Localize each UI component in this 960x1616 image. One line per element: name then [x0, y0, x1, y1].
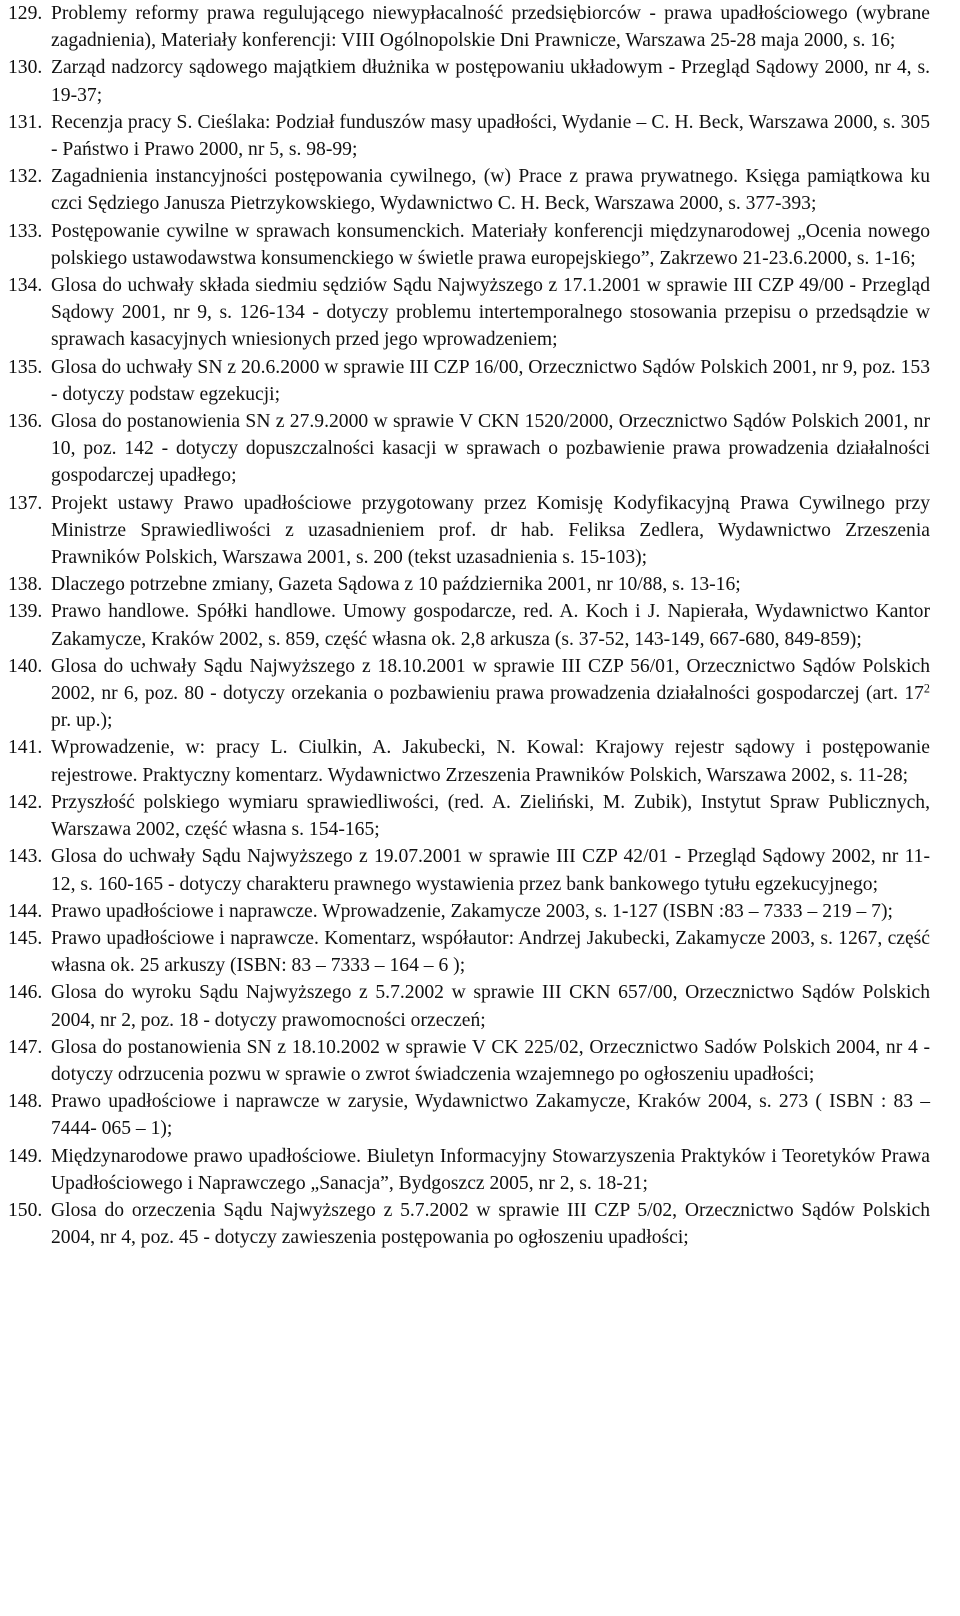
- entry-text-main: Przyszłość polskiego wymiaru sprawiedliwości, (red. A. Zieliński, M. Zubik), Instytut Spraw Publicznych, Warszawa 2002, część własna s. 154-165;: [51, 791, 930, 841]
- entry-number: 131.: [8, 111, 43, 133]
- entry-number: 149.: [8, 1145, 43, 1167]
- entry-number: 135.: [8, 356, 43, 378]
- bibliography-entry: [8, 571, 930, 598]
- entry-text-after: pr. up.);: [51, 710, 113, 732]
- entry-text: [51, 272, 930, 354]
- bibliography-entry: [8, 109, 930, 163]
- entry-text: [51, 1034, 930, 1088]
- entry-number: 133.: [8, 220, 43, 242]
- bibliography-entry: [8, 925, 930, 979]
- entry-text: [51, 218, 930, 272]
- entry-text-main: Recenzja pracy S. Cieślaka: Podział funduszów masy upadłości, Wydanie – C. H. Beck, Warszawa 2000, s. 305 - Państwo i Prawo 2000, nr 5, s. 98-99;: [51, 111, 930, 161]
- entry-text-main: Dlaczego potrzebne zmiany, Gazeta Sądowa z 10 października 2001, nr 10/88, s. 13-16;: [51, 574, 741, 596]
- bibliography-entry: [8, 272, 930, 354]
- entry-number: 137.: [8, 492, 43, 514]
- entry-text: [51, 571, 930, 598]
- entry-text-main: Glosa do postanowienia SN z 27.9.2000 w sprawie V CKN 1520/2000, Orzecznictwo Sądów Polskich 2001, nr 10, poz. 142 - dotyczy dopuszczalności kasacji w sprawach o pozbawienie prawa prowadzenia działalności gospodarczej upadłego;: [51, 411, 930, 487]
- entry-text-main: Glosa do uchwały Sądu Najwyższego z 18.10.2001 w sprawie III CZP 56/01, Orzecznictwo Sądów Polskich 2002, nr 6, poz. 80 - dotyczy orzekania o pozbawieniu prawa prowadzenia działalności gospodarczej (art. 17: [51, 655, 930, 705]
- entry-number: 150.: [8, 1199, 43, 1221]
- bibliography-entry: [8, 1088, 930, 1142]
- entry-text: [51, 1143, 930, 1197]
- entry-number: 141.: [8, 737, 43, 759]
- entry-text-main: Postępowanie cywilne w sprawach konsumenckich. Materiały konferencji międzynarodowej „Ocenia nowego polskiego ustawodawstwa konsumenckiego w świetle prawa europejskiego”, Zakrzewo 21-23.6.2000, s. 1-16;: [51, 220, 930, 269]
- entry-text: [51, 843, 930, 897]
- entry-text-main: Prawo handlowe. Spółki handlowe. Umowy gospodarcze, red. A. Koch i J. Napierała, Wydawnictwo Kantor Zakamycze, Kraków 2002, s. 859, część własna ok. 2,8 arkusza (s. 37-52, 143-149, 667-680, 849-859);: [51, 601, 930, 650]
- bibliography-entry: [8, 408, 930, 490]
- entry-text: [51, 408, 930, 490]
- entry-text: [51, 163, 930, 217]
- entry-number: 138.: [8, 574, 43, 596]
- entry-text: [51, 789, 930, 843]
- entry-text: [51, 898, 930, 925]
- entry-text-main: Zagadnienia instancyjności postępowania cywilnego, (w) Prace z prawa prywatnego. Księga pamiątkowa ku czci Sędziego Janusza Pietrzykowskiego, Wydawnictwo C. H. Beck, Warszawa 2000, s. 377-393;: [51, 166, 930, 215]
- bibliography-entry: [8, 0, 930, 54]
- bibliography-entry: [8, 898, 930, 925]
- entry-number: 136.: [8, 411, 43, 433]
- entry-number: 144.: [8, 900, 43, 922]
- entry-number: 145.: [8, 927, 43, 949]
- bibliography-entry: [8, 598, 930, 652]
- article-superscript: 2: [923, 681, 930, 696]
- entry-text: [51, 734, 930, 788]
- entry-number: 134.: [8, 275, 43, 297]
- entry-text-main: Prawo upadłościowe i naprawcze w zarysie, Wydawnictwo Zakamycze, Kraków 2004, s. 273 ( ISBN : 83 – 7444- 065 – 1);: [51, 1091, 930, 1140]
- entry-text: [51, 598, 930, 652]
- entry-text: [51, 1088, 930, 1142]
- bibliography-entry: [8, 734, 930, 788]
- entry-text-main: Glosa do uchwały SN z 20.6.2000 w sprawie III CZP 16/00, Orzecznictwo Sądów Polskich 2001, nr 9, poz. 153 - dotyczy podstaw egzekucji;: [51, 356, 930, 405]
- bibliography-entry: [8, 979, 930, 1033]
- entry-text: [51, 1197, 930, 1251]
- entry-text-main: Glosa do uchwały składa siedmiu sędziów Sądu Najwyższego z 17.1.2001 w sprawie III CZP 49/00 - Przegląd Sądowy 2001, nr 9, s. 126-134 - dotyczy problemu intertemporalnego stosowania przepisu o przedsądzie w sprawach kasacyjnych wniesionych przed jego wprowadzeniem;: [51, 275, 930, 351]
- entry-text-main: Wprowadzenie, w: pracy L. Ciulkin, A. Jakubecki, N. Kowal: Krajowy rejestr sądowy i postępowanie rejestrowe. Praktyczny komentarz. Wydawnictwo Zrzeszenia Prawników Polskich, Warszawa 2002, s. 11-28;: [51, 737, 930, 786]
- entry-text-main: Glosa do postanowienia SN z 18.10.2002 w sprawie V CK 225/02, Orzecznictwo Sadów Polskich 2004, nr 4 - dotyczy odrzucenia pozwu w sprawie o zwrot świadczenia wzajemnego po ogłoszeniu upadłości;: [51, 1036, 930, 1085]
- bibliography-entry: [8, 163, 930, 217]
- entry-text: [51, 490, 930, 572]
- entry-text: [51, 54, 930, 108]
- entry-number: 132.: [8, 166, 43, 188]
- entry-text: [51, 0, 930, 54]
- entry-text: [51, 979, 930, 1033]
- bibliography-entry: [8, 354, 930, 408]
- entry-text-main: Glosa do uchwały Sądu Najwyższego z 19.07.2001 w sprawie III CZP 42/01 - Przegląd Sądowy 2002, nr 11-12, s. 160-165 - dotyczy charakteru prawnego wystawienia przez bank bankowego tytułu egzekucyjnego;: [51, 846, 930, 895]
- bibliography-list: [8, 0, 930, 1251]
- bibliography-entry: [8, 843, 930, 897]
- entry-number: 130.: [8, 57, 43, 79]
- entry-number: 143.: [8, 846, 43, 868]
- bibliography-entry: [8, 653, 930, 735]
- entry-text-main: Projekt ustawy Prawo upadłościowe przygotowany przez Komisję Kodyfikacyjną Prawa Cywilnego przy Ministrze Sprawiedliwości z uzasadnieniem prof. dr hab. Feliksa Zedlera, Wydawnictwo Zrzeszenia Prawników Polskich, Warszawa 2001, s. 200 (tekst uzasadnienia s. 15-103);: [51, 492, 930, 569]
- bibliography-entry: [8, 1143, 930, 1197]
- entry-number: 147.: [8, 1036, 43, 1058]
- entry-text: [51, 925, 930, 979]
- bibliography-entry: [8, 490, 930, 572]
- entry-number: 146.: [8, 982, 43, 1004]
- entry-text-main: Problemy reformy prawa regulującego niewypłacalność przedsiębiorców - prawa upadłościowego (wybrane zagadnienia), Materiały konferencji: VIII Ogólnopolskie Dni Prawnicze, Warszawa 25-28 maja 2000, s. 16;: [51, 3, 930, 52]
- entry-text-main: Prawo upadłościowe i naprawcze. Komentarz, współautor: Andrzej Jakubecki, Zakamycze 2003, s. 1267, część własna ok. 25 arkuszy (ISBN: 83 – 7333 – 164 – 6 );: [51, 927, 930, 977]
- entry-number: 129.: [8, 3, 43, 24]
- entry-number: 142.: [8, 791, 43, 813]
- bibliography-entry: [8, 1197, 930, 1251]
- entry-text-main: Glosa do orzeczenia Sądu Najwyższego z 5.7.2002 w sprawie III CZP 5/02, Orzecznictwo Sądów Polskich 2004, nr 4, poz. 45 - dotyczy zawieszenia postępowania po ogłoszeniu upadłości;: [51, 1199, 930, 1249]
- entry-text-main: Prawo upadłościowe i naprawcze. Wprowadzenie, Zakamycze 2003, s. 1-127 (ISBN :83 – 7333 – 219 – 7);: [51, 900, 893, 922]
- entry-text: [51, 653, 930, 735]
- entry-text-main: Międzynarodowe prawo upadłościowe. Biuletyn Informacyjny Stowarzyszenia Praktyków i Teoretyków Prawa Upadłościowego i Naprawczego „Sanacja”, Bydgoszcz 2005, nr 2, s. 18-21;: [51, 1145, 930, 1194]
- entry-text: [51, 354, 930, 408]
- entry-number: 148.: [8, 1091, 43, 1113]
- entry-number: 140.: [8, 655, 43, 677]
- entry-text-main: Glosa do wyroku Sądu Najwyższego z 5.7.2002 w sprawie III CKN 657/00, Orzecznictwo Sądów Polskich 2004, nr 2, poz. 18 - dotyczy prawomocności orzeczeń;: [51, 982, 930, 1031]
- entry-text-main: Zarząd nadzorcy sądowego majątkiem dłużnika w postępowaniu układowym - Przegląd Sądowy 2000, nr 4, s. 19-37;: [51, 57, 930, 106]
- bibliography-entry: [8, 54, 930, 108]
- bibliography-entry: [8, 1034, 930, 1088]
- entry-number: 139.: [8, 601, 43, 623]
- bibliography-entry: [8, 789, 930, 843]
- bibliography-entry: [8, 218, 930, 272]
- entry-text: [51, 109, 930, 163]
